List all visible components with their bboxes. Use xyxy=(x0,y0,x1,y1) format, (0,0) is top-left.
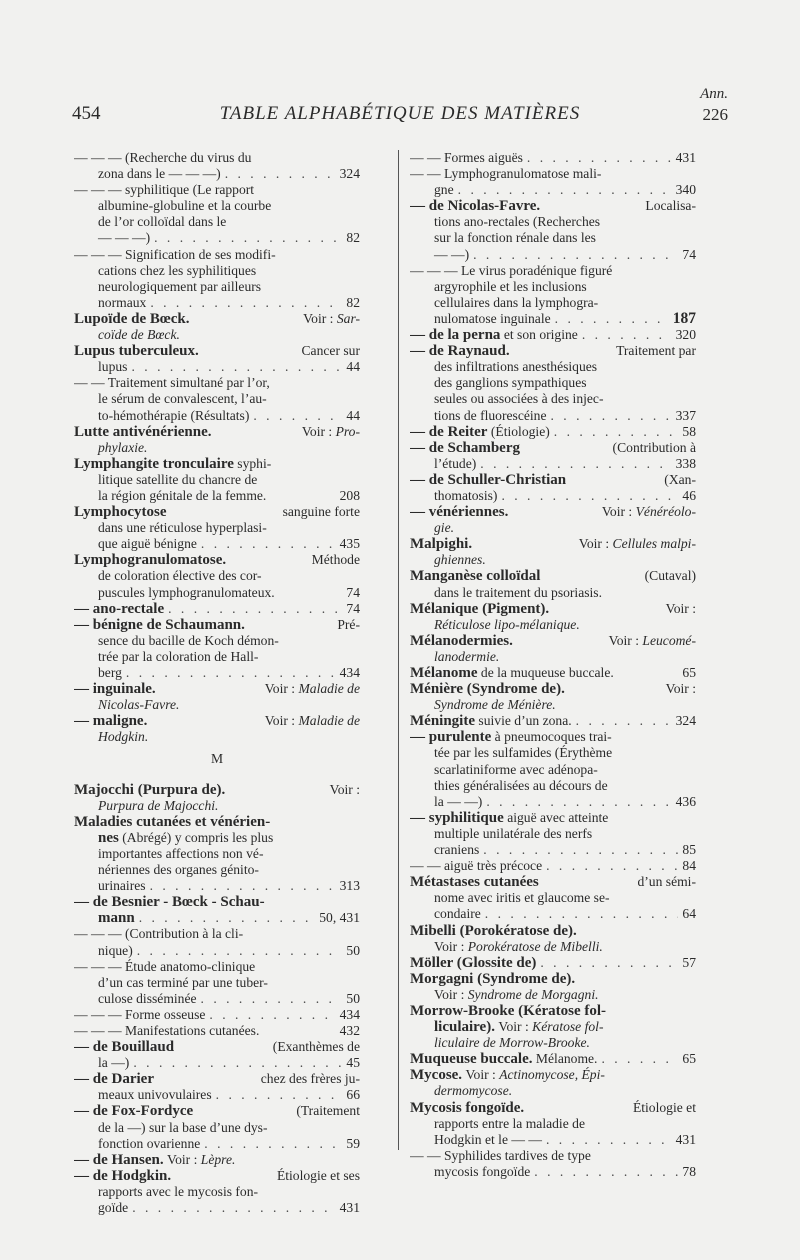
index-entry xyxy=(410,681,696,713)
entry-text: goïde xyxy=(98,1200,129,1215)
entry-text: nulomatose inguinale xyxy=(434,310,551,326)
index-entry xyxy=(74,424,360,456)
entry-heading: — vénériennes. xyxy=(410,504,509,521)
index-entry xyxy=(74,182,360,246)
index-entry xyxy=(410,729,696,809)
entry-page: 74 xyxy=(346,584,360,600)
entry-heading: Lymphogranulomatose. xyxy=(74,552,227,569)
entry-crossref: Kératose fol- xyxy=(532,1019,604,1035)
index-entry xyxy=(74,681,360,713)
entry-heading: Lupoïde de Bœck. xyxy=(74,310,190,327)
entry-page: 74 xyxy=(682,246,696,262)
entry-text: — — Lymphogranulomatose mali- xyxy=(410,166,602,182)
entry-text: suivie d’un zona. xyxy=(478,713,572,729)
entry-crossref: Hodgkin. xyxy=(98,729,149,745)
entry-crossref: Maladie de xyxy=(298,681,360,697)
entry-text: neurologiquement par ailleurs xyxy=(98,278,262,294)
index-entry xyxy=(74,456,360,504)
entry-page: 431 xyxy=(675,150,696,165)
entry-page: 208 xyxy=(339,487,360,503)
entry-text: (Xan- xyxy=(664,471,696,487)
entry-text: tée par les sulfamides (Érythème xyxy=(434,745,613,761)
index-entry xyxy=(410,504,696,536)
entry-text: — — Syphilides tardives de type xyxy=(410,1147,591,1163)
entry-heading: — de Nicolas-Favre. xyxy=(410,198,541,215)
entry-text: — — — (Contribution à la cli- xyxy=(74,926,244,942)
entry-text: Voir : xyxy=(303,310,334,326)
entry-heading: Mycosis fongoïde. xyxy=(410,1099,525,1116)
entry-text: culose disséminée xyxy=(98,990,197,1006)
entry-text: puscules lymphogranulomateux. xyxy=(98,584,275,600)
index-entry xyxy=(74,1168,360,1216)
entry-text: et son origine xyxy=(503,327,578,343)
entry-heading: — de la perna xyxy=(410,327,501,344)
entry-text: Voir : xyxy=(301,423,333,439)
entry-page: 64 xyxy=(682,906,696,922)
entry-heading: — de Besnier - Bœck - Schau- xyxy=(74,894,265,911)
entry-text: chez des frères ju- xyxy=(260,1071,360,1087)
entry-text: la région génitale de la femme. xyxy=(98,487,267,503)
entry-text: Voir : xyxy=(465,1067,496,1083)
entry-text: Voir : xyxy=(578,536,610,552)
entry-text: argyrophile et les inclusions xyxy=(434,278,587,294)
entry-page: 74 xyxy=(346,600,360,616)
entry-text: (Exanthèmes de xyxy=(272,1039,360,1055)
entry-crossref: Réticulose lipo-mélanique. xyxy=(434,616,580,632)
entry-text: to-hémothérapie (Résultats) xyxy=(98,407,250,423)
entry-heading: mann xyxy=(98,910,135,927)
entry-text: Voir : xyxy=(434,986,465,1002)
index-entry xyxy=(410,713,696,729)
entry-text: fonction ovarienne xyxy=(98,1135,201,1151)
entry-text: que aiguë bénigne xyxy=(98,536,197,552)
index-entry xyxy=(74,1152,360,1168)
entry-page: 431 xyxy=(675,1131,696,1147)
entry-text: de l’or colloïdal dans le xyxy=(98,214,227,230)
entry-page: 50 xyxy=(346,990,360,1006)
entry-page: 338 xyxy=(675,455,696,471)
index-entry xyxy=(410,1100,696,1148)
index-entry xyxy=(74,617,360,681)
entry-text: Traitement par xyxy=(616,343,696,359)
entry-heading: — de Schuller-Christian xyxy=(410,471,567,488)
entry-heading: — de Schamberg xyxy=(410,439,520,456)
entry-text: nériennes des organes génito- xyxy=(98,862,259,878)
entry-page: 82 xyxy=(346,294,360,310)
index-entry xyxy=(74,894,360,926)
entry-text: Voir : xyxy=(608,632,639,648)
entry-heading: — de Hansen. xyxy=(74,1151,164,1168)
entry-text: — — — Forme osseuse xyxy=(74,1006,206,1022)
entry-text: nome avec iritis et glaucome se- xyxy=(434,890,610,906)
index-entry xyxy=(74,1039,360,1071)
entry-page: 432 xyxy=(339,1022,360,1038)
entry-page: 78 xyxy=(682,1163,696,1179)
entry-heading: Muqueuse buccale. xyxy=(410,1051,533,1068)
entry-page: 324 xyxy=(339,166,360,182)
entry-text: Voir : xyxy=(264,681,296,697)
entry-crossref: Actinomycose, Épi- xyxy=(499,1067,605,1083)
entry-page: 431 xyxy=(339,1200,360,1215)
entry-heading: — maligne. xyxy=(74,713,148,730)
entry-text: tions ano-rectales (Recherches xyxy=(434,214,601,230)
entry-page: 313 xyxy=(339,878,360,894)
entry-heading: Mélanome xyxy=(410,665,478,681)
entry-crossref: phylaxie. xyxy=(98,439,148,455)
index-entry xyxy=(410,1003,696,1051)
entry-page: 57 xyxy=(682,954,696,970)
index-entry xyxy=(74,926,360,958)
page-number: 454 xyxy=(72,103,101,124)
right-column xyxy=(410,150,696,1180)
entry-crossref: Lèpre. xyxy=(200,1151,236,1167)
entry-text: — — — Signification de ses modifi- xyxy=(74,246,276,262)
entry-crossref: liculaire de Morrow-Brooke. xyxy=(434,1035,590,1051)
index-entry xyxy=(74,1023,360,1039)
entry-heading: — purulente xyxy=(410,729,492,746)
entry-heading: Lymphocytose xyxy=(74,504,167,521)
entry-crossref: dermomycose. xyxy=(434,1083,513,1099)
entry-text: albumine-globuline et la courbe xyxy=(98,198,272,214)
entry-heading: — de Raynaud. xyxy=(410,343,510,360)
entry-text: thies généralisées au décours de xyxy=(434,777,608,793)
index-entry xyxy=(410,810,696,858)
entry-crossref: lanodermie. xyxy=(434,648,500,664)
index-entry xyxy=(74,1071,360,1103)
entry-page: 59 xyxy=(346,1135,360,1151)
entry-text: (Contribution à xyxy=(612,439,696,455)
entry-text: — — aiguë très précoce xyxy=(410,858,543,874)
entry-heading: Majocchi (Purpura de). xyxy=(74,781,226,798)
index-entry xyxy=(410,1067,696,1099)
index-entry xyxy=(410,971,696,1003)
entry-text: — — Traitement simultané par l’or, xyxy=(74,375,270,391)
entry-text: nique) xyxy=(98,942,133,958)
entry-text: scarlatiniforme avec adénopa- xyxy=(434,761,598,777)
entry-page: 50, 431 xyxy=(319,910,360,926)
entry-text: meaux univovulaires xyxy=(98,1087,212,1103)
index-entry xyxy=(410,198,696,262)
entry-text: d’un sémi- xyxy=(637,874,696,890)
index-entry xyxy=(410,858,696,874)
entry-text: sence du bacille de Koch démon- xyxy=(98,632,279,648)
entry-text: Hodgkin et le — — xyxy=(434,1131,542,1147)
entry-text: Voir : xyxy=(264,713,296,729)
index-entry xyxy=(74,311,360,343)
entry-heading: Ménière (Syndrome de). xyxy=(410,681,565,698)
entry-page: 340 xyxy=(675,182,696,198)
entry-text: (Étiologie) xyxy=(490,423,550,439)
index-entry xyxy=(74,601,360,617)
index-entry xyxy=(410,955,696,971)
index-entry xyxy=(410,665,696,681)
entry-page: 84 xyxy=(682,858,696,874)
entry-crossref: Vénéréolo- xyxy=(635,504,696,520)
entry-text: d’un cas terminé par une tuber- xyxy=(98,974,268,990)
entry-page: 436 xyxy=(675,793,696,809)
entry-text: seules ou associées à des injec- xyxy=(434,391,604,407)
entry-text: cellulaires dans la lymphogra- xyxy=(434,294,599,310)
entry-heading: — bénigne de Schaumann. xyxy=(74,616,245,633)
entry-text: gne xyxy=(434,182,454,198)
entry-text: Pré- xyxy=(337,616,360,632)
entry-heading: — ano-rectale xyxy=(74,600,165,617)
entry-text: Voir : xyxy=(665,600,696,616)
entry-page: 337 xyxy=(675,407,696,423)
entry-text: (Traitement xyxy=(296,1103,360,1119)
index-entry xyxy=(410,923,696,955)
entry-page: 50 xyxy=(346,942,360,958)
entry-crossref: ghiennes. xyxy=(434,552,486,568)
entry-text: dans une réticulose hyperplasi- xyxy=(98,520,267,536)
entry-crossref: Sar- xyxy=(336,310,360,326)
entry-text: Localisa- xyxy=(645,198,696,214)
volume-page-number: 226 xyxy=(702,105,728,124)
entry-text: Voir : xyxy=(665,681,696,697)
entry-text: des ganglions sympathiques xyxy=(434,375,587,391)
entry-text: berg xyxy=(98,665,122,680)
entry-text: dans le traitement du psoriasis. xyxy=(434,584,602,600)
entry-heading: Lymphangite tronculaire xyxy=(74,455,234,472)
index-entry xyxy=(74,814,360,894)
entry-text: de la muqueuse buccale. xyxy=(480,665,614,680)
index-entry xyxy=(410,472,696,504)
entry-page: 46 xyxy=(682,487,696,503)
entry-text: urinaires xyxy=(98,878,146,894)
entry-crossref: Leucomé- xyxy=(642,632,696,648)
entry-page: 66 xyxy=(346,1087,360,1103)
entry-page: 58 xyxy=(682,423,696,439)
entry-text: — — — Le virus poradénique figuré xyxy=(410,262,613,278)
entry-text: Voir : xyxy=(498,1019,529,1035)
entry-heading: Malpighi. xyxy=(410,536,473,553)
entry-page: 65 xyxy=(682,1051,696,1067)
section-letter: M xyxy=(210,751,224,767)
entry-crossref: Purpura de Majocchi. xyxy=(98,797,219,813)
entry-crossref: Porokératose de Mibelli. xyxy=(467,938,603,954)
entry-text: normaux xyxy=(98,294,147,310)
entry-page: 324 xyxy=(675,713,696,729)
entry-crossref: coïde de Bœck. xyxy=(98,327,180,343)
entry-page: 435 xyxy=(339,536,360,552)
entry-text: litique satellite du chancre de xyxy=(98,471,258,487)
entry-heading: — de Fox-Fordyce xyxy=(74,1103,194,1120)
entry-heading: — inguinale. xyxy=(74,681,156,698)
entry-text: multiple unilatérale des nerfs xyxy=(434,825,593,841)
entry-heading: Mycose. xyxy=(410,1067,463,1084)
entry-page: 434 xyxy=(339,1006,360,1022)
entry-page: 44 xyxy=(346,359,360,375)
entry-text: rapports entre la maladie de xyxy=(434,1115,585,1131)
entry-heading: Mibelli (Porokératose de). xyxy=(410,922,577,939)
entry-text: cations chez les syphilitiques xyxy=(98,262,257,278)
entry-text: rapports avec le mycosis fon- xyxy=(98,1183,259,1199)
entry-heading: — de Reiter xyxy=(410,423,488,440)
entry-text: des infiltrations anesthésiques xyxy=(434,359,598,375)
entry-heading: Mélanique (Pigment). xyxy=(410,600,550,617)
index-entry xyxy=(410,601,696,633)
entry-text: lupus xyxy=(98,359,128,375)
entry-page: 45 xyxy=(346,1055,360,1071)
entry-heading: — de Bouillaud xyxy=(74,1039,175,1056)
entry-text: — — — Manifestations cutanées. xyxy=(74,1022,260,1038)
entry-text: — — — (Recherche du virus du xyxy=(74,150,252,165)
entry-page: 65 xyxy=(682,665,696,680)
entry-text: craniens xyxy=(434,842,480,858)
index-entry xyxy=(74,504,360,552)
entry-crossref: Syndrome de Morgagni. xyxy=(467,986,599,1002)
entry-page: 85 xyxy=(682,842,696,858)
index-entry xyxy=(410,424,696,440)
entry-heading: Morrow-Brooke (Kératose fol- xyxy=(410,1002,607,1019)
index-entry xyxy=(74,1103,360,1151)
index-entry xyxy=(410,327,696,343)
entry-heading: Lupus tuberculeux. xyxy=(74,343,199,360)
entry-heading: Morgagni (Syndrome de). xyxy=(410,970,576,987)
entry-text: Voir : xyxy=(329,781,360,797)
entry-crossref: Cellules malpi- xyxy=(612,536,696,552)
left-column xyxy=(74,150,360,1216)
index-entry xyxy=(410,568,696,600)
entry-heading: Métastases cutanées xyxy=(410,874,539,891)
index-entry xyxy=(74,150,360,182)
entry-text: — — — Étude anatomo-clinique xyxy=(74,958,256,974)
entry-text: Voir : xyxy=(434,938,465,954)
entry-text: syphi- xyxy=(237,455,272,471)
entry-text: sur la fonction rénale dans les xyxy=(434,230,596,246)
entry-text: Voir : xyxy=(167,1151,198,1167)
entry-heading: Méningite xyxy=(410,713,475,730)
index-entry xyxy=(74,959,360,1007)
index-entry xyxy=(410,1148,696,1180)
entry-text: Mélanome. xyxy=(535,1051,598,1067)
entry-text: aiguë avec atteinte xyxy=(507,809,609,825)
entry-text: (Cutaval) xyxy=(644,568,696,584)
index-entry xyxy=(74,782,360,814)
column-divider xyxy=(398,150,399,1150)
index-entry xyxy=(410,874,696,922)
entry-text: thomatosis) xyxy=(434,487,498,503)
entry-text: mycosis fongoïde xyxy=(434,1163,531,1179)
entry-text: à pneumocoques trai- xyxy=(494,729,612,745)
entry-text: la —) xyxy=(98,1055,130,1071)
entry-crossref: Pro- xyxy=(335,423,360,439)
entry-text: Étiologie et xyxy=(632,1099,696,1115)
entry-text: de coloration élective des cor- xyxy=(98,568,262,584)
entry-text: sanguine forte xyxy=(282,504,360,520)
index-entry xyxy=(74,1007,360,1023)
entry-text: Méthode xyxy=(311,552,360,568)
entry-page: 434 xyxy=(339,665,360,680)
entry-heading: Lutte antivénérienne. xyxy=(74,423,212,440)
index-entry xyxy=(74,713,360,745)
entry-text: — — — syphilitique (Le rapport xyxy=(74,182,255,198)
entry-heading: — de Darier xyxy=(74,1071,154,1088)
index-entry xyxy=(410,150,696,166)
index-entry xyxy=(74,552,360,600)
index-entry xyxy=(410,633,696,665)
entry-crossref: Syndrome de Ménière. xyxy=(434,697,556,713)
entry-text: Cancer sur xyxy=(301,343,360,359)
entry-text: Voir : xyxy=(601,504,633,520)
index-entry xyxy=(410,536,696,568)
index-entry xyxy=(74,375,360,423)
entry-text: (Abrégé) y compris les plus xyxy=(122,829,274,845)
entry-text: la — —) xyxy=(434,793,483,809)
entry-text: de la —) sur la base d’une dys- xyxy=(98,1119,268,1135)
entry-text: trée par la coloration de Hall- xyxy=(98,648,259,664)
index-entry xyxy=(410,440,696,472)
entry-heading: Mélanodermies. xyxy=(410,632,513,649)
entry-heading: — syphilitique xyxy=(410,809,504,826)
entry-text: le sérum de convalescent, l’au- xyxy=(98,391,267,407)
entry-text: Étiologie et ses xyxy=(276,1167,360,1183)
entry-text: zona dans le — — —) xyxy=(98,166,221,182)
entry-crossref: Maladie de xyxy=(298,713,360,729)
entry-heading: Möller (Glossite de) xyxy=(410,954,537,971)
index-entry xyxy=(410,263,696,327)
entry-heading: liculaire). xyxy=(434,1019,495,1036)
entry-crossref: Nicolas-Favre. xyxy=(98,697,180,713)
index-entry xyxy=(74,343,360,375)
entry-text: — — —) xyxy=(98,230,151,246)
entry-text: l’étude) xyxy=(434,455,477,471)
index-entry xyxy=(74,247,360,311)
entry-text: importantes affections non vé- xyxy=(98,845,264,861)
index-entry xyxy=(410,1051,696,1067)
entry-page: 44 xyxy=(346,407,360,423)
entry-text: condaire xyxy=(434,906,481,922)
entry-text: tions de fluorescéine xyxy=(434,407,547,423)
entry-heading: — de Hodgkin. xyxy=(74,1167,172,1184)
entry-text: — —) xyxy=(434,246,470,262)
entry-heading: nes xyxy=(98,829,119,846)
corner-label: Ann. xyxy=(700,86,728,102)
entry-page: 320 xyxy=(675,327,696,343)
entry-page: 187 xyxy=(672,310,696,327)
index-entry xyxy=(410,343,696,423)
entry-heading: Manganèse colloïdal xyxy=(410,568,541,585)
entry-crossref: gie. xyxy=(434,520,455,536)
index-entry xyxy=(410,166,696,198)
page-title: TABLE ALPHABÉTIQUE DES MATIÈRES xyxy=(219,103,581,124)
entry-heading: Maladies cutanées et vénérien- xyxy=(74,813,271,830)
entry-text: — — Formes aiguës xyxy=(410,150,523,165)
entry-page: 82 xyxy=(346,230,360,246)
